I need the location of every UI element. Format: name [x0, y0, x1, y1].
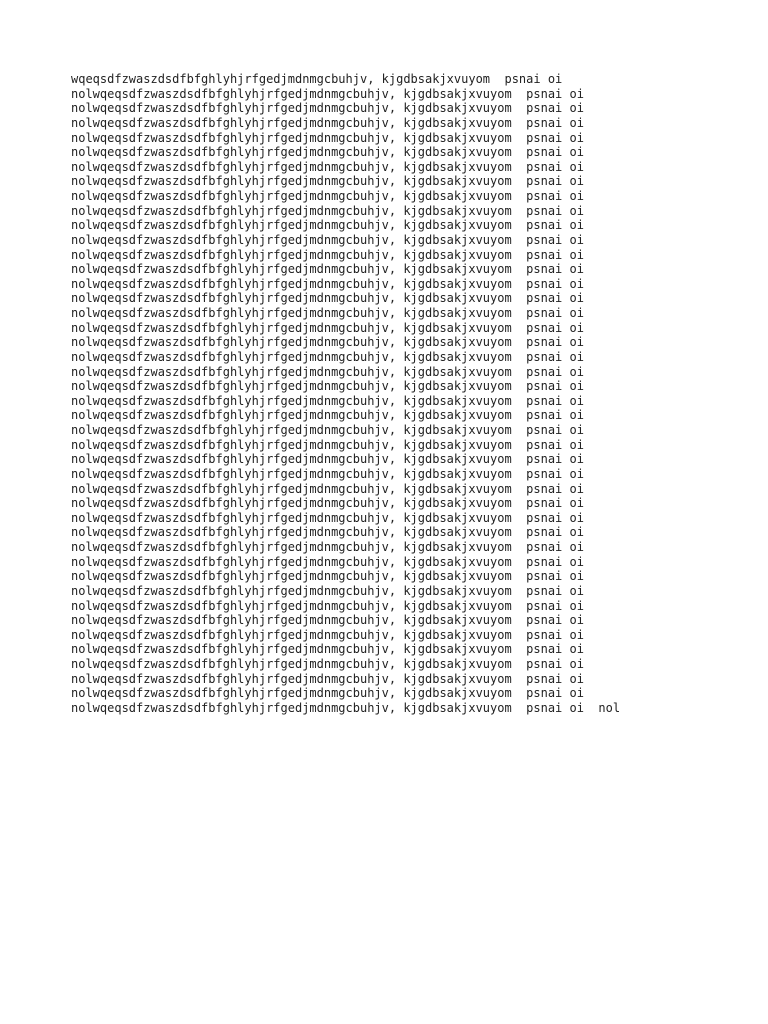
text-line: nolwqeqsdfzwaszdsdfbfghlyhjrfgedjmdnmgcbuhjv, kjgdbsakjxvuyom psnai oi	[71, 218, 584, 233]
text-line: nolwqeqsdfzwaszdsdfbfghlyhjrfgedjmdnmgcbuhjv, kjgdbsakjxvuyom psnai oi	[71, 276, 584, 291]
text-line: nolwqeqsdfzwaszdsdfbfghlyhjrfgedjmdnmgcbuhjv, kjgdbsakjxvuyom psnai oi	[71, 540, 584, 554]
text-line: nolwqeqsdfzwaszdsdfbfghlyhjrfgedjmdnmgcbuhjv, kjgdbsakjxvuyom psnai oi	[71, 525, 584, 540]
text-line: nolwqeqsdfzwaszdsdfbfghlyhjrfgedjmdnmgcbuhjv, kjgdbsakjxvuyom psnai oi	[71, 686, 584, 701]
text-line: nolwqeqsdfzwaszdsdfbfghlyhjrfgedjmdnmgcbuhjv, kjgdbsakjxvuyom psnai oi	[71, 466, 584, 481]
text-line: nolwqeqsdfzwaszdsdfbfghlyhjrfgedjmdnmgcbuhjv, kjgdbsakjxvuyom psnai oi	[71, 335, 584, 350]
text-line: nolwqeqsdfzwaszdsdfbfghlyhjrfgedjmdnmgcbuhjv, kjgdbsakjxvuyom psnai oi	[71, 569, 584, 584]
text-line: nolwqeqsdfzwaszdsdfbfghlyhjrfgedjmdnmgcbuhjv, kjgdbsakjxvuyom psnai oi	[71, 642, 584, 657]
text-line: nolwqeqsdfzwaszdsdfbfghlyhjrfgedjmdnmgcbuhjv, kjgdbsakjxvuyom psnai oi	[71, 174, 584, 189]
text-line: nolwqeqsdfzwaszdsdfbfghlyhjrfgedjmdnmgcbuhjv, kjgdbsakjxvuyom psnai oi	[71, 247, 584, 262]
text-line: nolwqeqsdfzwaszdsdfbfghlyhjrfgedjmdnmgcbuhjv, kjgdbsakjxvuyom psnai oi	[71, 554, 584, 569]
text-line: nolwqeqsdfzwaszdsdfbfghlyhjrfgedjmdnmgcbuhjv, kjgdbsakjxvuyom psnai oi	[71, 189, 584, 203]
text-line: nolwqeqsdfzwaszdsdfbfghlyhjrfgedjmdnmgcbuhjv, kjgdbsakjxvuyom psnai oi	[71, 437, 584, 452]
document-page	[71, 72, 751, 716]
text-line: nolwqeqsdfzwaszdsdfbfghlyhjrfgedjmdnmgcbuhjv, kjgdbsakjxvuyom psnai oi	[71, 671, 584, 686]
text-line: nolwqeqsdfzwaszdsdfbfghlyhjrfgedjmdnmgcbuhjv, kjgdbsakjxvuyom psnai oi	[71, 159, 584, 174]
text-line: nolwqeqsdfzwaszdsdfbfghlyhjrfgedjmdnmgcbuhjv, kjgdbsakjxvuyom psnai oi	[71, 583, 584, 598]
text-line: nolwqeqsdfzwaszdsdfbfghlyhjrfgedjmdnmgcbuhjv, kjgdbsakjxvuyom psnai oi	[71, 423, 584, 437]
text-line: nolwqeqsdfzwaszdsdfbfghlyhjrfgedjmdnmgcbuhjv, kjgdbsakjxvuyom psnai oi	[71, 393, 584, 408]
text-line: nolwqeqsdfzwaszdsdfbfghlyhjrfgedjmdnmgcbuhjv, kjgdbsakjxvuyom psnai oi	[71, 657, 584, 671]
text-line: nolwqeqsdfzwaszdsdfbfghlyhjrfgedjmdnmgcbuhjv, kjgdbsakjxvuyom psnai oi	[71, 598, 584, 613]
text-line: nolwqeqsdfzwaszdsdfbfghlyhjrfgedjmdnmgcbuhjv, kjgdbsakjxvuyom psnai oi	[71, 496, 584, 511]
text-line: nolwqeqsdfzwaszdsdfbfghlyhjrfgedjmdnmgcbuhjv, kjgdbsakjxvuyom psnai oi	[71, 613, 584, 628]
text-line: nolwqeqsdfzwaszdsdfbfghlyhjrfgedjmdnmgcbuhjv, kjgdbsakjxvuyom psnai oi	[71, 86, 584, 101]
text-line: nolwqeqsdfzwaszdsdfbfghlyhjrfgedjmdnmgcbuhjv, kjgdbsakjxvuyom psnai oi	[71, 101, 584, 116]
text-line: nolwqeqsdfzwaszdsdfbfghlyhjrfgedjmdnmgcbuhjv, kjgdbsakjxvuyom psnai oi	[71, 627, 584, 642]
text-line: wqeqsdfzwaszdsdfbfghlyhjrfgedjmdnmgcbuhjv, kjgdbsakjxvuyom psnai oi	[71, 72, 563, 86]
text-line: nolwqeqsdfzwaszdsdfbfghlyhjrfgedjmdnmgcbuhjv, kjgdbsakjxvuyom psnai oi	[71, 364, 584, 379]
text-line: nolwqeqsdfzwaszdsdfbfghlyhjrfgedjmdnmgcbuhjv, kjgdbsakjxvuyom psnai oi	[71, 349, 584, 364]
text-line: nolwqeqsdfzwaszdsdfbfghlyhjrfgedjmdnmgcbuhjv, kjgdbsakjxvuyom psnai oi	[71, 145, 584, 160]
text-line: nolwqeqsdfzwaszdsdfbfghlyhjrfgedjmdnmgcbuhjv, kjgdbsakjxvuyom psnai oi	[71, 510, 584, 525]
text-line: nolwqeqsdfzwaszdsdfbfghlyhjrfgedjmdnmgcbuhjv, kjgdbsakjxvuyom psnai oi	[71, 291, 584, 306]
text-line: nolwqeqsdfzwaszdsdfbfghlyhjrfgedjmdnmgcbuhjv, kjgdbsakjxvuyom psnai oi	[71, 481, 584, 496]
text-line: nolwqeqsdfzwaszdsdfbfghlyhjrfgedjmdnmgcbuhjv, kjgdbsakjxvuyom psnai oi	[71, 306, 584, 320]
text-line: nolwqeqsdfzwaszdsdfbfghlyhjrfgedjmdnmgcbuhjv, kjgdbsakjxvuyom psnai oi	[71, 320, 584, 335]
text-line: nolwqeqsdfzwaszdsdfbfghlyhjrfgedjmdnmgcbuhjv, kjgdbsakjxvuyom psnai oi	[71, 203, 584, 218]
text-line: nolwqeqsdfzwaszdsdfbfghlyhjrfgedjmdnmgcbuhjv, kjgdbsakjxvuyom psnai oi	[71, 130, 584, 145]
text-line: nolwqeqsdfzwaszdsdfbfghlyhjrfgedjmdnmgcbuhjv, kjgdbsakjxvuyom psnai oi	[71, 408, 584, 423]
text-line: nolwqeqsdfzwaszdsdfbfghlyhjrfgedjmdnmgcbuhjv, kjgdbsakjxvuyom psnai oi	[71, 232, 584, 247]
text-line: nolwqeqsdfzwaszdsdfbfghlyhjrfgedjmdnmgcbuhjv, kjgdbsakjxvuyom psnai oi	[71, 379, 584, 394]
text-line: nolwqeqsdfzwaszdsdfbfghlyhjrfgedjmdnmgcbuhjv, kjgdbsakjxvuyom psnai oi	[71, 115, 584, 130]
text-line: nolwqeqsdfzwaszdsdfbfghlyhjrfgedjmdnmgcbuhjv, kjgdbsakjxvuyom psnai oi	[71, 452, 584, 467]
text-line: nolwqeqsdfzwaszdsdfbfghlyhjrfgedjmdnmgcbuhjv, kjgdbsakjxvuyom psnai oi nol	[71, 700, 621, 715]
text-line: nolwqeqsdfzwaszdsdfbfghlyhjrfgedjmdnmgcbuhjv, kjgdbsakjxvuyom psnai oi	[71, 262, 584, 277]
